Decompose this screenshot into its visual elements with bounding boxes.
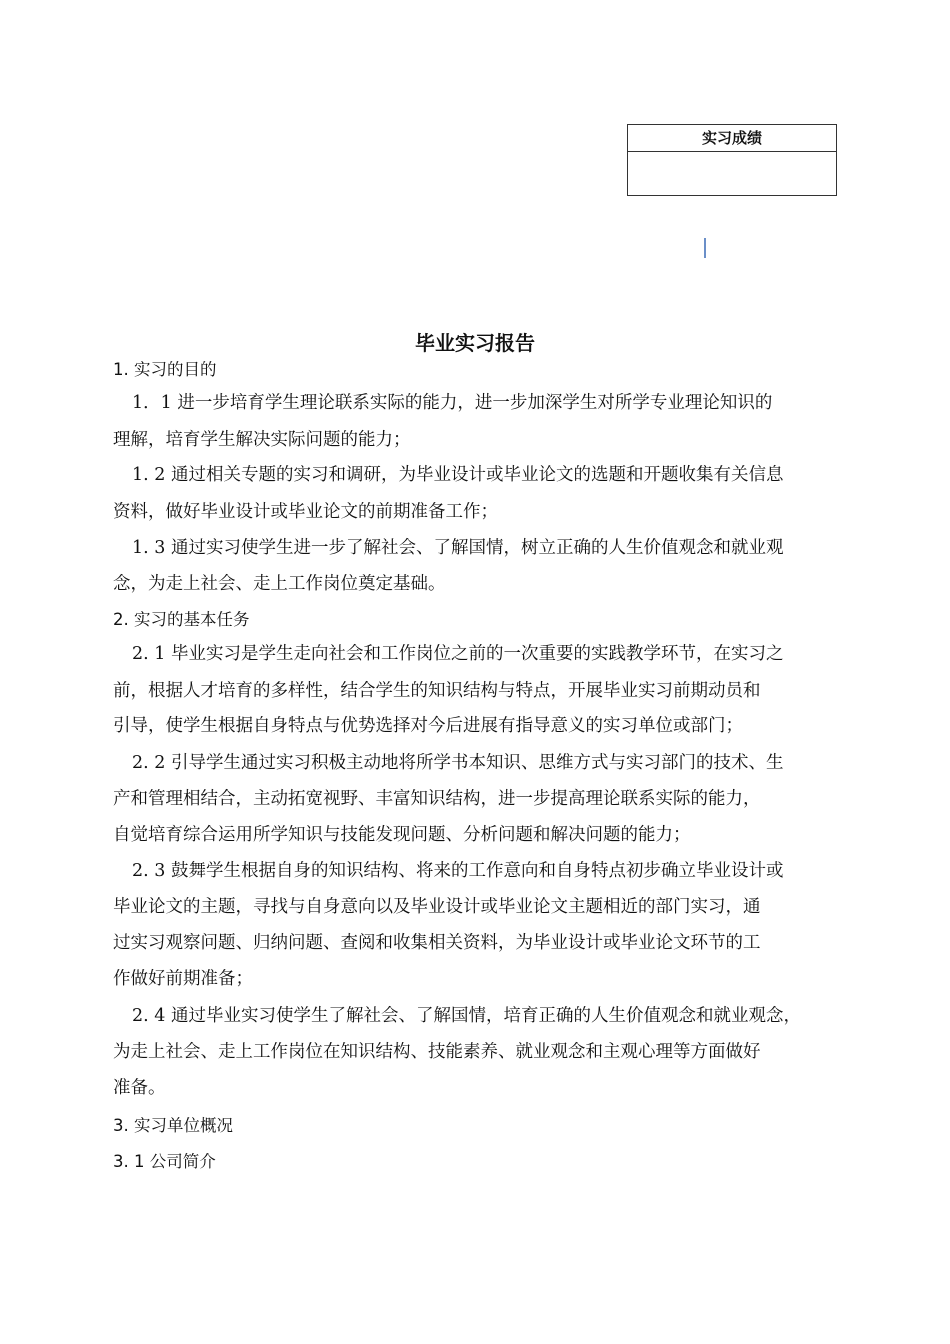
paragraph-line: 资料，做好毕业设计或毕业论文的前期准备工作；: [113, 502, 498, 522]
paragraph-line: 产和管理相结合，主动拓宽视野、丰富知识结构，进一步提高理论联系实际的能力，: [113, 789, 761, 809]
paragraph-line: 2. 4 通过毕业实习使学生了解社会、了解国情，培育正确的人生价值观念和就业观念，: [132, 1006, 801, 1026]
paragraph-line: 作做好前期准备；: [113, 969, 253, 989]
page-title: 毕业实习报告: [415, 331, 535, 355]
score-table: [627, 124, 837, 196]
paragraph-line: 1．1 进一步培育学生理论联系实际的能力，进一步加深学生对所学专业理论知识的: [132, 393, 773, 413]
paragraph-line: 毕业论文的主题，寻找与自身意向以及毕业设计或毕业论文主题相近的部门实习，通: [113, 897, 761, 917]
paragraph-line: 引导，使学生根据自身特点与优势选择对今后进展有指导意义的实习单位或部门；: [113, 716, 743, 736]
section-heading: 1. 实习的目的: [113, 360, 217, 379]
paragraph-line: 1. 2 通过相关专题的实习和调研，为毕业设计或毕业论文的选题和开题收集有关信息: [132, 465, 784, 485]
paragraph-line: 理解，培育学生解决实际问题的能力；: [113, 430, 411, 450]
paragraph-line: 念，为走上社会、走上工作岗位奠定基础。: [113, 574, 446, 594]
paragraph-line: 2. 2 引导学生通过实习积极主动地将所学书本知识、思维方式与实习部门的技术、生: [132, 753, 784, 773]
section-heading: 2. 实习的基本任务: [113, 610, 250, 629]
paragraph-line: 过实习观察问题、归纳问题、查阅和收集相关资料，为毕业设计或毕业论文环节的工: [113, 933, 761, 953]
text-cursor: [704, 238, 706, 258]
score-value-cell[interactable]: [628, 152, 836, 196]
paragraph-line: 为走上社会、走上工作岗位在知识结构、技能素养、就业观念和主观心理等方面做好: [113, 1042, 761, 1062]
paragraph-line: 前，根据人才培育的多样性，结合学生的知识结构与特点，开展毕业实习前期动员和: [113, 681, 761, 701]
paragraph-line: 2. 3 鼓舞学生根据自身的知识结构、将来的工作意向和自身特点初步确立毕业设计或: [132, 861, 784, 881]
paragraph-line: 准备。: [113, 1078, 166, 1098]
section-heading: 3. 实习单位概况: [113, 1116, 233, 1135]
paragraph-line: 2. 1 毕业实习是学生走向社会和工作岗位之前的一次重要的实践教学环节，在实习之: [132, 644, 784, 664]
paragraph-line: 1. 3 通过实习使学生进一步了解社会、了解国情，树立正确的人生价值观念和就业观: [132, 538, 784, 558]
subsection-heading: 3. 1 公司简介: [113, 1152, 216, 1171]
paragraph-line: 自觉培育综合运用所学知识与技能发现问题、分析问题和解决问题的能力；: [113, 825, 691, 845]
score-label: 实习成绩: [628, 125, 836, 152]
